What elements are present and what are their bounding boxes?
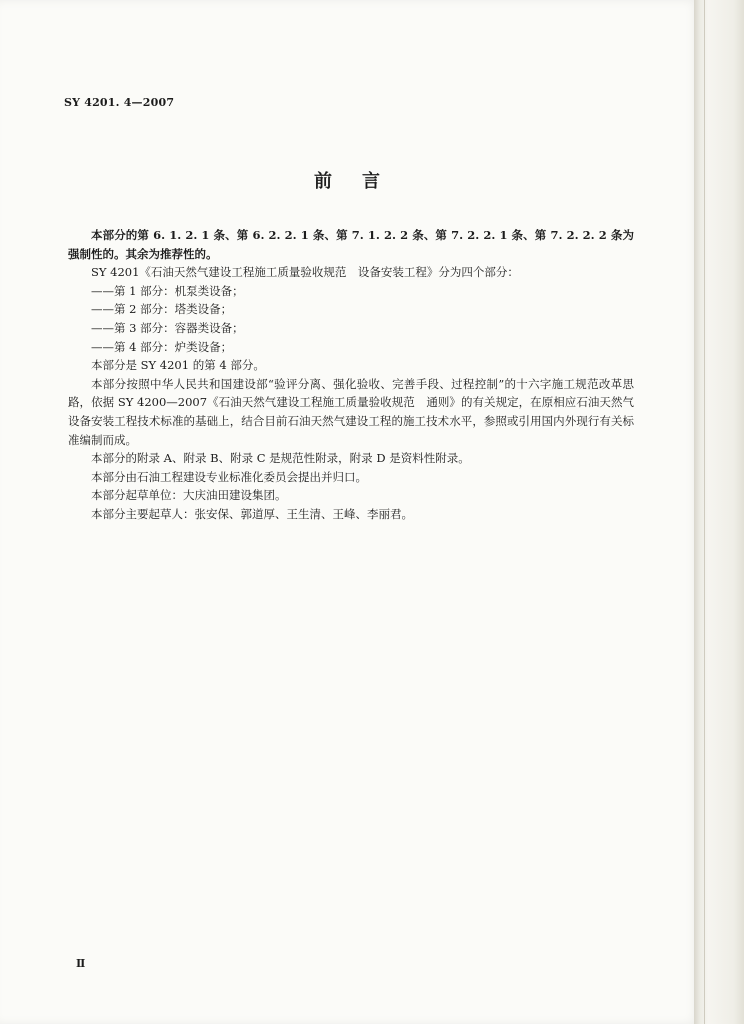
page-title: 前言 (314, 171, 410, 192)
basis-paragraph: 本部分按照中华人民共和国建设部“验评分离、强化验收、完善手段、过程控制”的十六字施工规范改革思路，依据 SY 4200—2007《石油天然气建设工程施工质量验收规范 通则》的有关规定，在原相应石油天然气设备安装工程技术标准的基础上，结合目前石油天然气建设工程的施工技术水平，参照或引用国内外现行有关标准编制而成。 (68, 376, 634, 447)
page-number: Ⅱ (76, 957, 86, 970)
mandatory-clauses-paragraph: 本部分的第 6. 1. 2. 1 条、第 6. 2. 2. 1 条、第 7. 1. 2. 2 条、第 7. 2. 2. 1 条、第 7. 2. 2. 2 条为强制性的。其余为推荐性的。 (68, 228, 634, 261)
document-id: SY 4201. 4—2007 (64, 96, 175, 109)
part-list-item: ——第 4 部分：炉类设备； (91, 339, 233, 354)
part-list-item: ——第 1 部分：机泵类设备； (91, 283, 244, 298)
part-statement-paragraph: 本部分是 SY 4201 的第 4 部分。 (91, 358, 265, 373)
part-list-item: ——第 2 部分：塔类设备； (91, 302, 233, 317)
parts-intro-paragraph: SY 4201《石油天然气建设工程施工质量验收规范 设备安装工程》分为四个部分： (91, 265, 519, 280)
page-fold-line (704, 0, 705, 1024)
drafters-paragraph: 本部分主要起草人：张安保、郭道厚、王生清、王峰、李丽君。 (91, 506, 413, 521)
part-list-item: ——第 3 部分：容器类设备； (91, 320, 244, 335)
foreword-body (68, 226, 634, 524)
book-page-edge (694, 0, 744, 1024)
proposer-paragraph: 本部分由石油工程建设专业标准化委员会提出并归口。 (91, 469, 367, 484)
drafting-unit-paragraph: 本部分起草单位：大庆油田建设集团。 (91, 488, 287, 503)
appendix-paragraph: 本部分的附录 A、附录 B、附录 C 是规范性附录，附录 D 是资料性附录。 (91, 451, 470, 466)
